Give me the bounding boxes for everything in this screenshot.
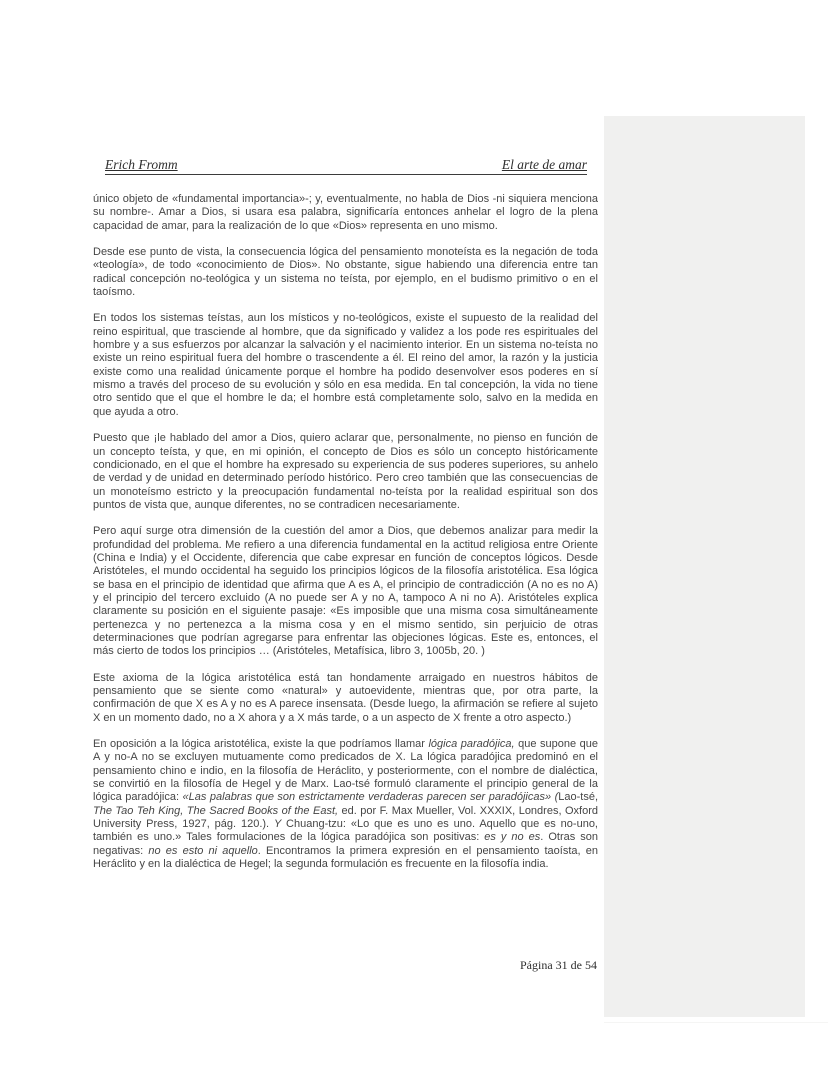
paragraph: En oposición a la lógica aristotélica, existe la que podríamos llamar lógica paradójica, que supone que A y no-A no se excluyen mutuamente como predicados de X. La lógica paradójica predominó en el pensamiento chino e indio, en la filosofía de Heráclito, y posteriormente, con el nombre de dialéctica, se convirtió en la filosofía de Hegel y de Marx. Lao-tsé formuló claramente el principio general de la lógica paradójica: «Las palabras que son estrictamente verdaderas parecen ser paradójicas» (Lao-tsé, The Tao Teh King, The Sacred Books of the East, ed. por F. Max Mueller, Vol. XXXIX, Londres, Oxford University Press, 1927, pág. 120.). Y Chuang-tzu: «Lo que es uno es uno. Aquello que es no-uno, también es uno.» Tales formulaciones de la lógica paradójica son positivas: es y no es. Otras son negativas: no es esto ni aquello. Encontramos la primera expresión en el pensamiento taoísta, en Heráclito y en la dialéctica de Hegel; la segunda formulación es frecuente en la filosofía india. [93, 738, 599, 871]
paragraph: Desde ese punto de vista, la consecuencia lógica del pensamiento monoteísta es la negación de toda «teología», de todo «conocimiento de Dios». No obstante, sigue habiendo una diferencia entre tan radical concepción no-teológica y un sistema no teísta, por ejemplo, en el budismo primitivo o en el taoísmo. [93, 246, 598, 299]
header-author: Erich Fromm [105, 157, 178, 172]
page-body [93, 193, 598, 884]
paragraph: En todos los sistemas teístas, aun los místicos y no-teológicos, existe el supuesto de la realidad del reino espiritual, que trasciende al hombre, que da significado y validez a los pode res espirituales del hombre y a sus esfuerzos por alcanzar la salvación y el nacimiento interior. En un sistema no-teísta no existe un reino espiritual fuera del hombre o trascendente a él. El reino del amor, la razón y la justicia existe como una realidad únicamente porque el hombre ha podido desenvolver esos poderes en sí mismo a través del proceso de su evolución y sólo en esa medida. En tal concepción, la vida no tiene otro sentido que el que el hombre le da; el hombre está completamente solo, salvo en la medida en que ayuda a otro. [93, 312, 598, 418]
paragraph: Puesto que ¡le hablado del amor a Dios, quiero aclarar que, personalmente, no pienso en función de un concepto teísta, y que, en mi opinión, el concepto de Dios es sólo un concepto históricamente condicionado, en el que el hombre ha expresado su experiencia de sus poderes superiores, su anhelo de verdad y de unidad en determinado período histórico. Pero creo también que las consecuencias de un monoteísmo estricto y la preocupación fundamental no-teísta por la realidad espiritual son dos puntos de vista que, aunque diferentes, no se contradicen necesariamente. [93, 432, 598, 511]
page-header [105, 157, 587, 175]
side-panel [604, 116, 805, 1017]
side-panel-edge [604, 1022, 828, 1023]
paragraph: Pero aquí surge otra dimensión de la cuestión del amor a Dios, que debemos analizar para medir la profundidad del problema. Me refiero a una diferencia fundamental en la actitud religiosa entre Oriente (China e India) y el Occidente, diferencia que cabe expresar en función de conceptos lógicos. Desde Aristóteles, el mundo occidental ha seguido los principios lógicos de la filosofía aristotélica. Esa lógica se basa en el principio de identidad que afirma que A es A, el principio de contradicción (A no es no A) y el principio del tercero excluido (A no puede ser A y no A, tampoco A ni no A). Aristóteles explica claramente su posición en el siguiente pasaje: «Es imposible que una misma cosa simultáneamente pertenezca y no pertenezca a la misma cosa y en el mismo sentido, sin perjuicio de otras determinaciones que podrían agregarse para enfrentar las objeciones lógicas. Este es, entonces, el más cierto de todos los principios … (Aristóteles, Metafísica, libro 3, 1005b, 20. ) [93, 525, 598, 658]
paragraph: Este axioma de la lógica aristotélica está tan hondamente arraigado en nuestros hábitos de pensamiento que se siente como «natural» y autoevidente, mientras que, por otra parte, la confirmación de que X es A y no es A parece insensata. (Desde luego, la afirmación se refiere al sujeto X en un momento dado, no a X ahora y a X más tarde, o a un aspecto de X frente a otro aspecto.) [93, 671, 598, 724]
paragraph: único objeto de «fundamental importancia»-; y, eventualmente, no habla de Dios -ni siquiera menciona su nombre-. Amar a Dios, si usara esa palabra, significaría entonces anhelar el logro de la plena capacidad de amar, para la realización de lo que «Dios» representa en uno mismo. [93, 193, 598, 232]
header-book-title: El arte de amar [501, 157, 587, 172]
page-number: Página 31 de 54 [520, 958, 597, 972]
